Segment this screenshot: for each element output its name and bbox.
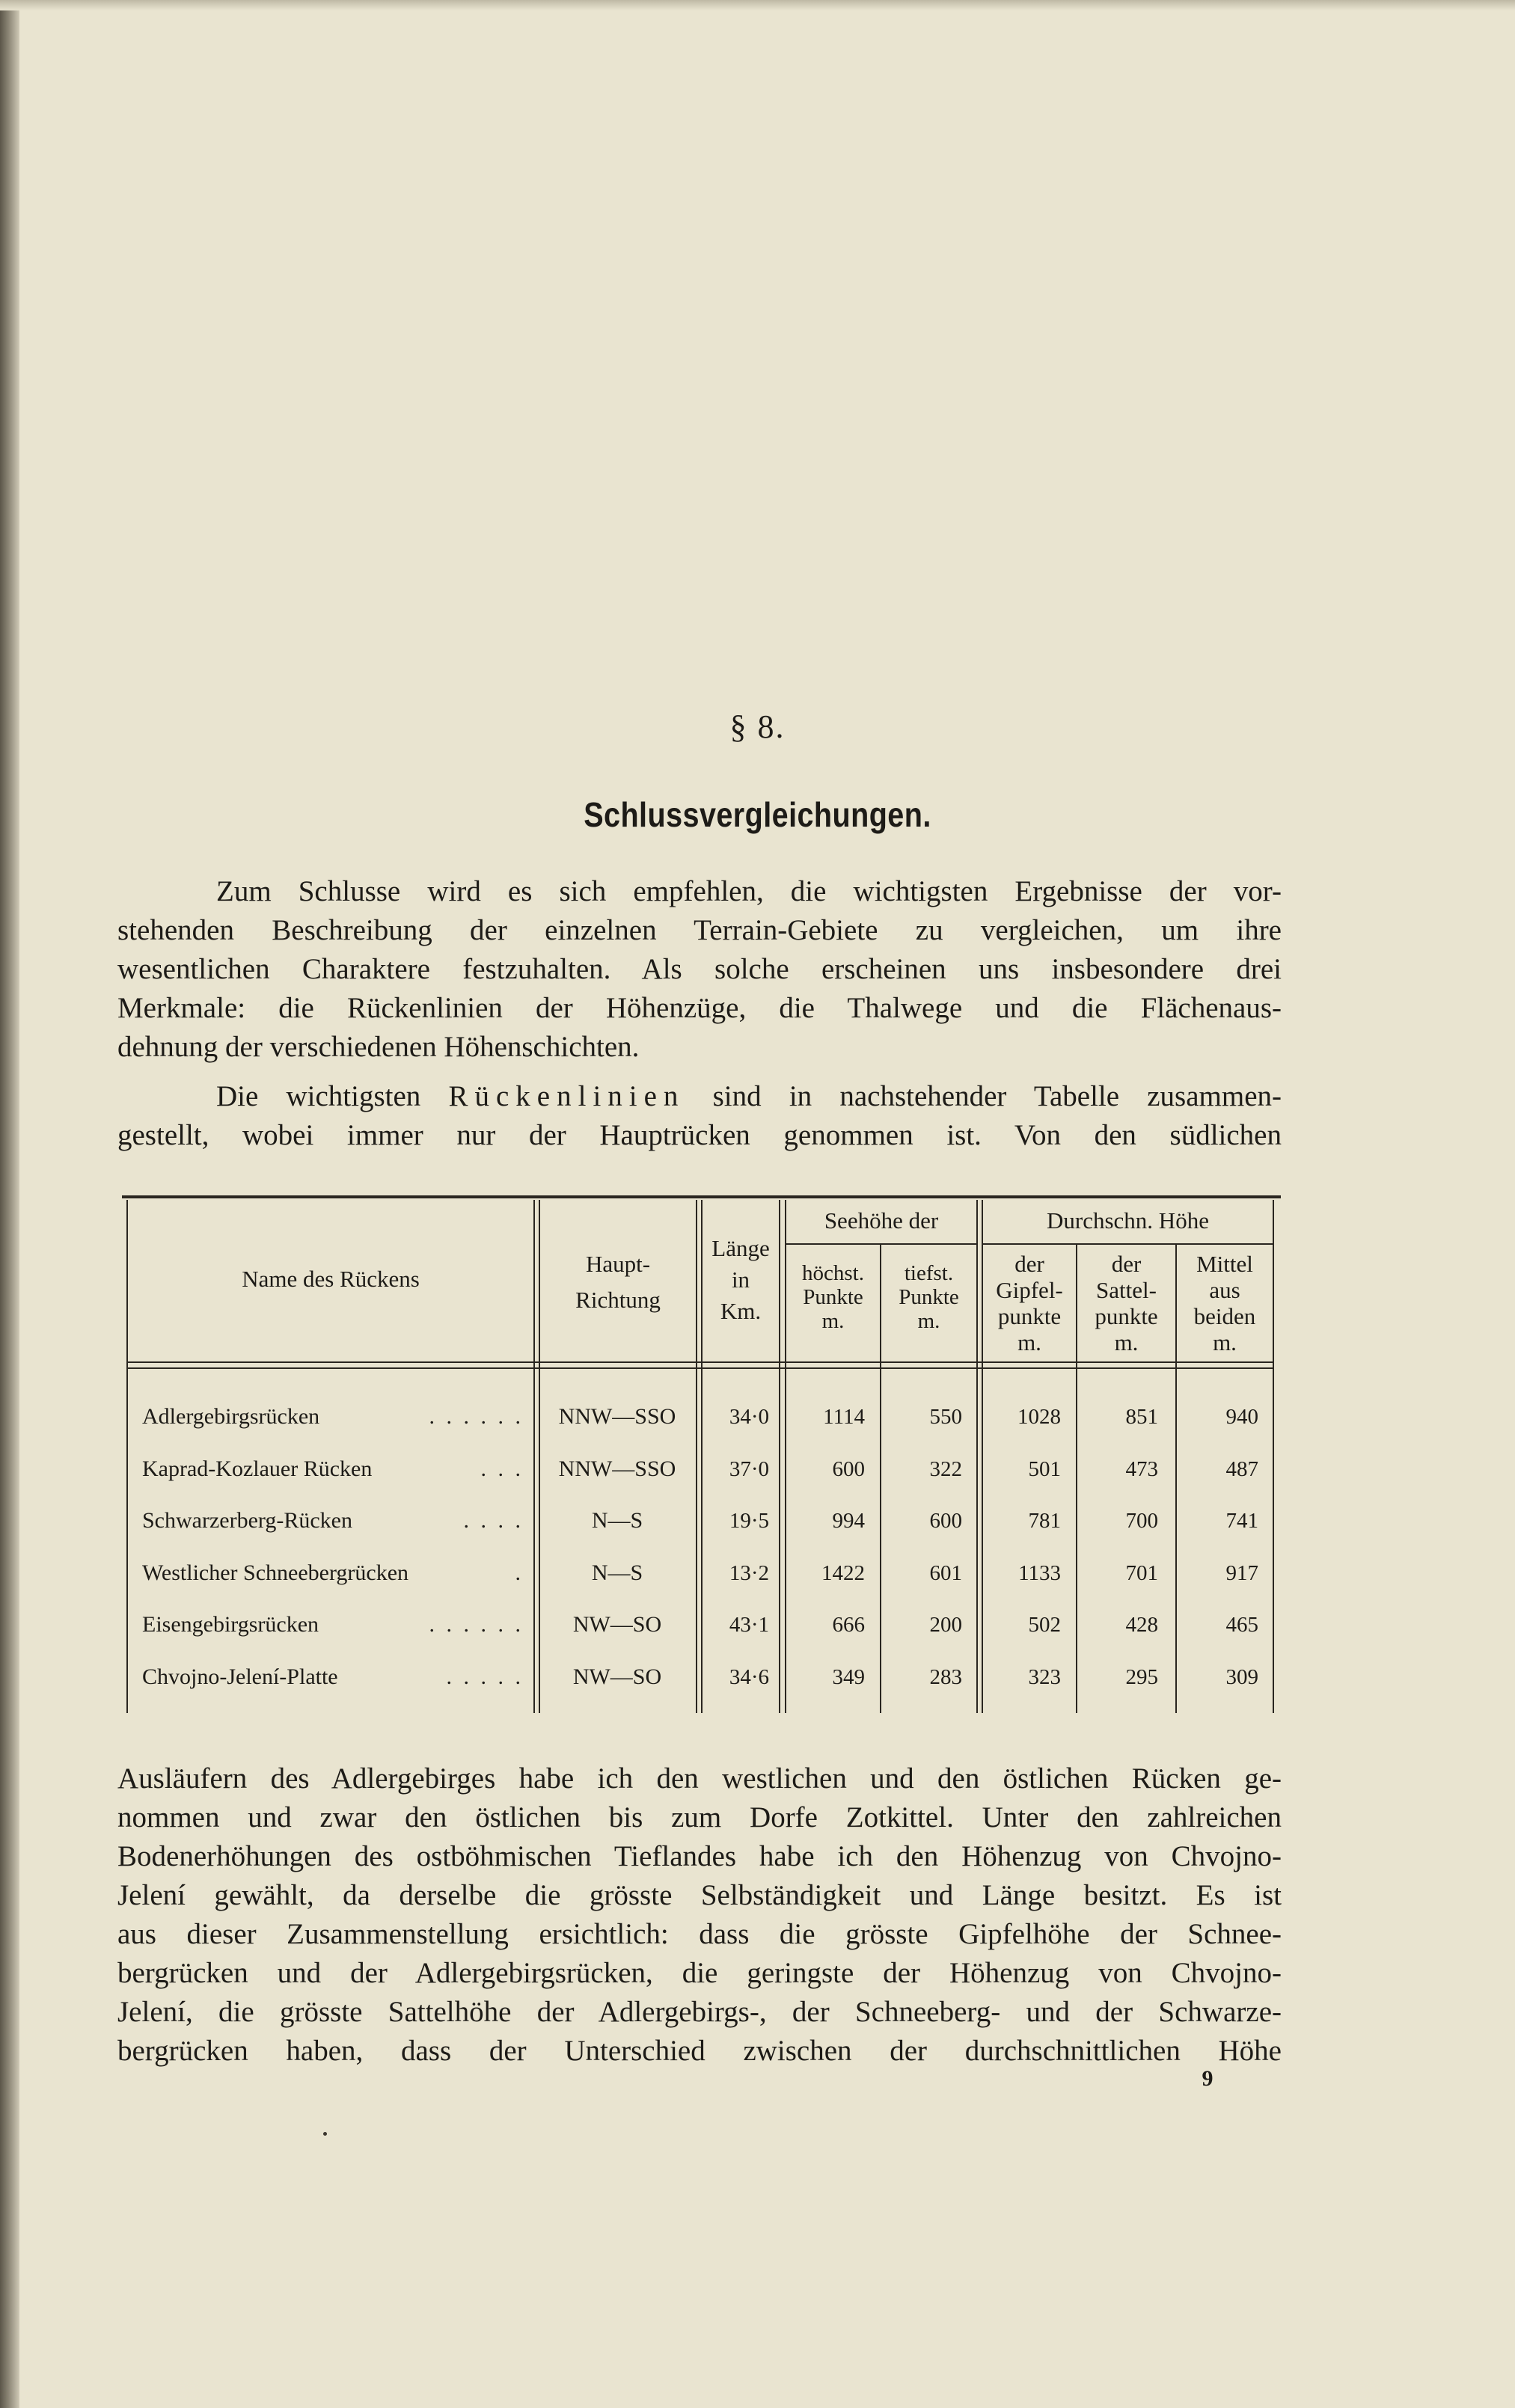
cell-length: 37·0 <box>729 1457 769 1481</box>
cell-lowest: 283 <box>929 1665 962 1689</box>
header-saddle <box>1077 1251 1175 1355</box>
header-summit <box>983 1251 1076 1355</box>
cell-summit: 323 <box>1028 1665 1061 1689</box>
cell-summit: 502 <box>1028 1613 1061 1637</box>
subheader-rule <box>785 1243 978 1245</box>
cell-lowest: 200 <box>929 1613 962 1637</box>
ridge-name: Adlergebirgsrücken <box>142 1404 320 1429</box>
header-line: höchst. <box>802 1261 864 1285</box>
cell-lowest: 550 <box>929 1405 962 1429</box>
column-divider <box>779 1200 780 1713</box>
table-top-rule <box>122 1195 1281 1198</box>
table-right-border <box>1273 1200 1274 1713</box>
cell-summit: 1028 <box>1017 1405 1061 1429</box>
cell-direction: NW—SO <box>572 1664 662 1689</box>
emphasized-term: Rückenlinien <box>448 1080 685 1112</box>
text-line: bergrücken und der Adlergebirgsrücken, die geringste der Höhenzug von Chvojno- <box>117 1957 1282 1989</box>
header-line: aus <box>1209 1277 1240 1303</box>
header-length <box>703 1233 779 1327</box>
cell-length: 34·6 <box>729 1665 769 1689</box>
ridge-name: Chvojno-Jelení-Platte <box>142 1664 338 1689</box>
cell-highest: 1114 <box>823 1405 865 1429</box>
header-line: punkte <box>1095 1303 1158 1329</box>
header-line: Richtung <box>575 1287 661 1313</box>
text-line: gestellt, wobei immer nur der Hauptrücken genommen ist. Von den südlichen <box>117 1119 1282 1151</box>
cell-mean: 487 <box>1225 1457 1258 1481</box>
cell-mean: 917 <box>1225 1561 1258 1585</box>
header-line: m. <box>1017 1329 1041 1355</box>
cell-ridge-name <box>142 1560 524 1587</box>
text-line <box>117 1077 1282 1116</box>
cell-length: 19·5 <box>729 1509 769 1533</box>
cell-highest: 349 <box>832 1665 865 1689</box>
book-spine-edge <box>0 0 19 2408</box>
cell-saddle: 428 <box>1125 1613 1158 1637</box>
header-line: Mittel <box>1196 1251 1253 1277</box>
cell-lowest: 322 <box>929 1457 962 1481</box>
header-sea-height: Seehöhe der <box>824 1207 939 1234</box>
cell-length: 13·2 <box>729 1561 769 1585</box>
header-line: Km. <box>720 1298 762 1324</box>
leader-dots: . . . <box>480 1456 524 1481</box>
cell-saddle: 851 <box>1125 1405 1158 1429</box>
cell-direction: NW—SO <box>572 1612 662 1637</box>
column-divider <box>976 1200 978 1713</box>
paragraph-conclusion <box>117 1759 1282 2071</box>
cell-saddle: 701 <box>1125 1561 1158 1585</box>
cell-ridge-name <box>142 1664 524 1691</box>
ridge-name: Kaprad-Kozlauer Rücken <box>142 1456 373 1481</box>
header-bottom-rule <box>126 1367 1274 1369</box>
header-lowest <box>881 1261 976 1333</box>
header-line: der <box>1111 1251 1142 1277</box>
header-line: Punkte <box>803 1285 863 1309</box>
header-line: Länge <box>711 1235 770 1261</box>
header-line: beiden <box>1193 1303 1256 1329</box>
leader-dots: . <box>515 1560 524 1585</box>
leader-dots: . . . . . <box>446 1664 524 1689</box>
header-line: Gipfel- <box>996 1277 1063 1303</box>
text-line: Zum Schlusse wird es sich empfehlen, die wichtigsten Ergebnisse der vor- <box>216 875 1282 907</box>
paper-speck <box>323 2132 327 2136</box>
cell-mean: 309 <box>1225 1665 1258 1689</box>
cell-saddle: 700 <box>1125 1509 1158 1533</box>
text-line: bergrücken haben, dass der Unterschied zwischen der durchschnittlichen Höhe <box>117 2035 1282 2067</box>
header-line: m. <box>1114 1329 1139 1355</box>
cell-ridge-name <box>142 1611 524 1638</box>
header-line: m. <box>1213 1329 1237 1355</box>
cell-highest: 666 <box>832 1613 865 1637</box>
text-line: Jelení gewählt, da derselbe die grösste Selbständigkeit und Länge besitzt. Es ist <box>117 1879 1282 1911</box>
text-line: Merkmale: die Rückenlinien der Höhenzüge, die Thalwege und die Flächenaus- <box>117 992 1282 1024</box>
cell-highest: 994 <box>832 1509 865 1533</box>
header-line: tiefst. <box>904 1261 954 1285</box>
cell-highest: 1422 <box>821 1561 865 1585</box>
section-number: § 8. <box>729 708 786 745</box>
cell-lowest: 600 <box>929 1509 962 1533</box>
cell-length: 43·1 <box>729 1613 769 1637</box>
cell-summit: 1133 <box>1018 1561 1061 1585</box>
text-line: wesentlichen Charaktere festzuhalten. Als solche erscheinen uns insbesondere drei <box>117 953 1282 985</box>
header-highest <box>786 1261 880 1333</box>
header-name: Name des Rückens <box>242 1266 420 1292</box>
header-line: m. <box>917 1309 940 1333</box>
text-line: dehnung der verschiedenen Höhenschichten. <box>117 1031 640 1063</box>
page-top-edge <box>0 0 1515 10</box>
header-line: Sattel- <box>1096 1277 1157 1303</box>
cell-direction: N—S <box>591 1560 643 1585</box>
text-line: nommen und zwar den östlichen bis zum Dorfe Zotkittel. Unter den zahlreichen <box>117 1801 1282 1833</box>
section-heading: Schlussvergleichungen. <box>584 795 931 834</box>
cell-saddle: 473 <box>1125 1457 1158 1481</box>
header-bottom-rule <box>126 1361 1274 1363</box>
cell-direction: NNW—SSO <box>558 1404 676 1429</box>
cell-highest: 600 <box>832 1457 865 1481</box>
header-mean <box>1177 1251 1273 1355</box>
leader-dots: . . . . . . <box>429 1612 524 1637</box>
ridge-name: Eisengebirgsrücken <box>142 1612 319 1637</box>
text-fragment: sind in nachstehender Tabelle zusammen- <box>712 1080 1282 1112</box>
ridge-name: Westlicher Schneebergrücken <box>142 1560 409 1585</box>
header-line: Punkte <box>899 1285 959 1309</box>
cell-direction: N—S <box>591 1508 643 1533</box>
cell-summit: 781 <box>1028 1509 1061 1533</box>
header-direction <box>540 1246 696 1318</box>
cell-length: 34·0 <box>729 1405 769 1429</box>
cell-mean: 465 <box>1225 1613 1258 1637</box>
header-line: punkte <box>997 1303 1062 1329</box>
cell-direction: NNW—SSO <box>558 1456 676 1481</box>
cell-summit: 501 <box>1028 1457 1061 1481</box>
table-left-border <box>126 1200 128 1713</box>
cell-mean: 741 <box>1225 1509 1258 1533</box>
paragraph-intro <box>117 872 1282 1067</box>
subheader-rule <box>982 1243 1274 1245</box>
header-line: der <box>1014 1251 1044 1277</box>
cell-ridge-name <box>142 1403 524 1430</box>
ridge-name: Schwarzerberg-Rücken <box>142 1508 352 1533</box>
text-fragment: Die wichtigsten <box>216 1080 421 1112</box>
cell-saddle: 295 <box>1125 1665 1158 1689</box>
header-line: in <box>731 1266 750 1293</box>
page-signature: 9 <box>1202 2066 1213 2091</box>
text-line: Bodenerhöhungen des ostböhmischen Tieflandes habe ich den Höhenzug von Chvojno- <box>117 1840 1282 1872</box>
cell-ridge-name <box>142 1507 524 1534</box>
leader-dots: . . . . <box>463 1508 524 1533</box>
text-line: Ausläufern des Adlergebirges habe ich den westlichen und den östlichen Rücken ge- <box>117 1762 1282 1795</box>
text-line: aus dieser Zusammenstellung ersichtlich: dass die grösste Gipfelhöhe der Schnee- <box>117 1918 1282 1950</box>
leader-dots: . . . . . . <box>429 1404 524 1429</box>
text-line: Jelení, die grösste Sattelhöhe der Adlergebirgs-, der Schneeberg- und der Schwarze- <box>117 1996 1282 2028</box>
header-line: Haupt- <box>585 1251 651 1277</box>
cell-lowest: 601 <box>929 1561 962 1585</box>
header-average-height: Durchschn. Höhe <box>1047 1207 1209 1234</box>
header-line: m. <box>821 1309 845 1333</box>
paragraph-table-intro <box>117 1077 1282 1155</box>
cell-mean: 940 <box>1225 1405 1258 1429</box>
text-line: stehenden Beschreibung der einzelnen Terrain-Gebiete zu vergleichen, um ihre <box>117 914 1282 946</box>
cell-ridge-name <box>142 1456 524 1483</box>
